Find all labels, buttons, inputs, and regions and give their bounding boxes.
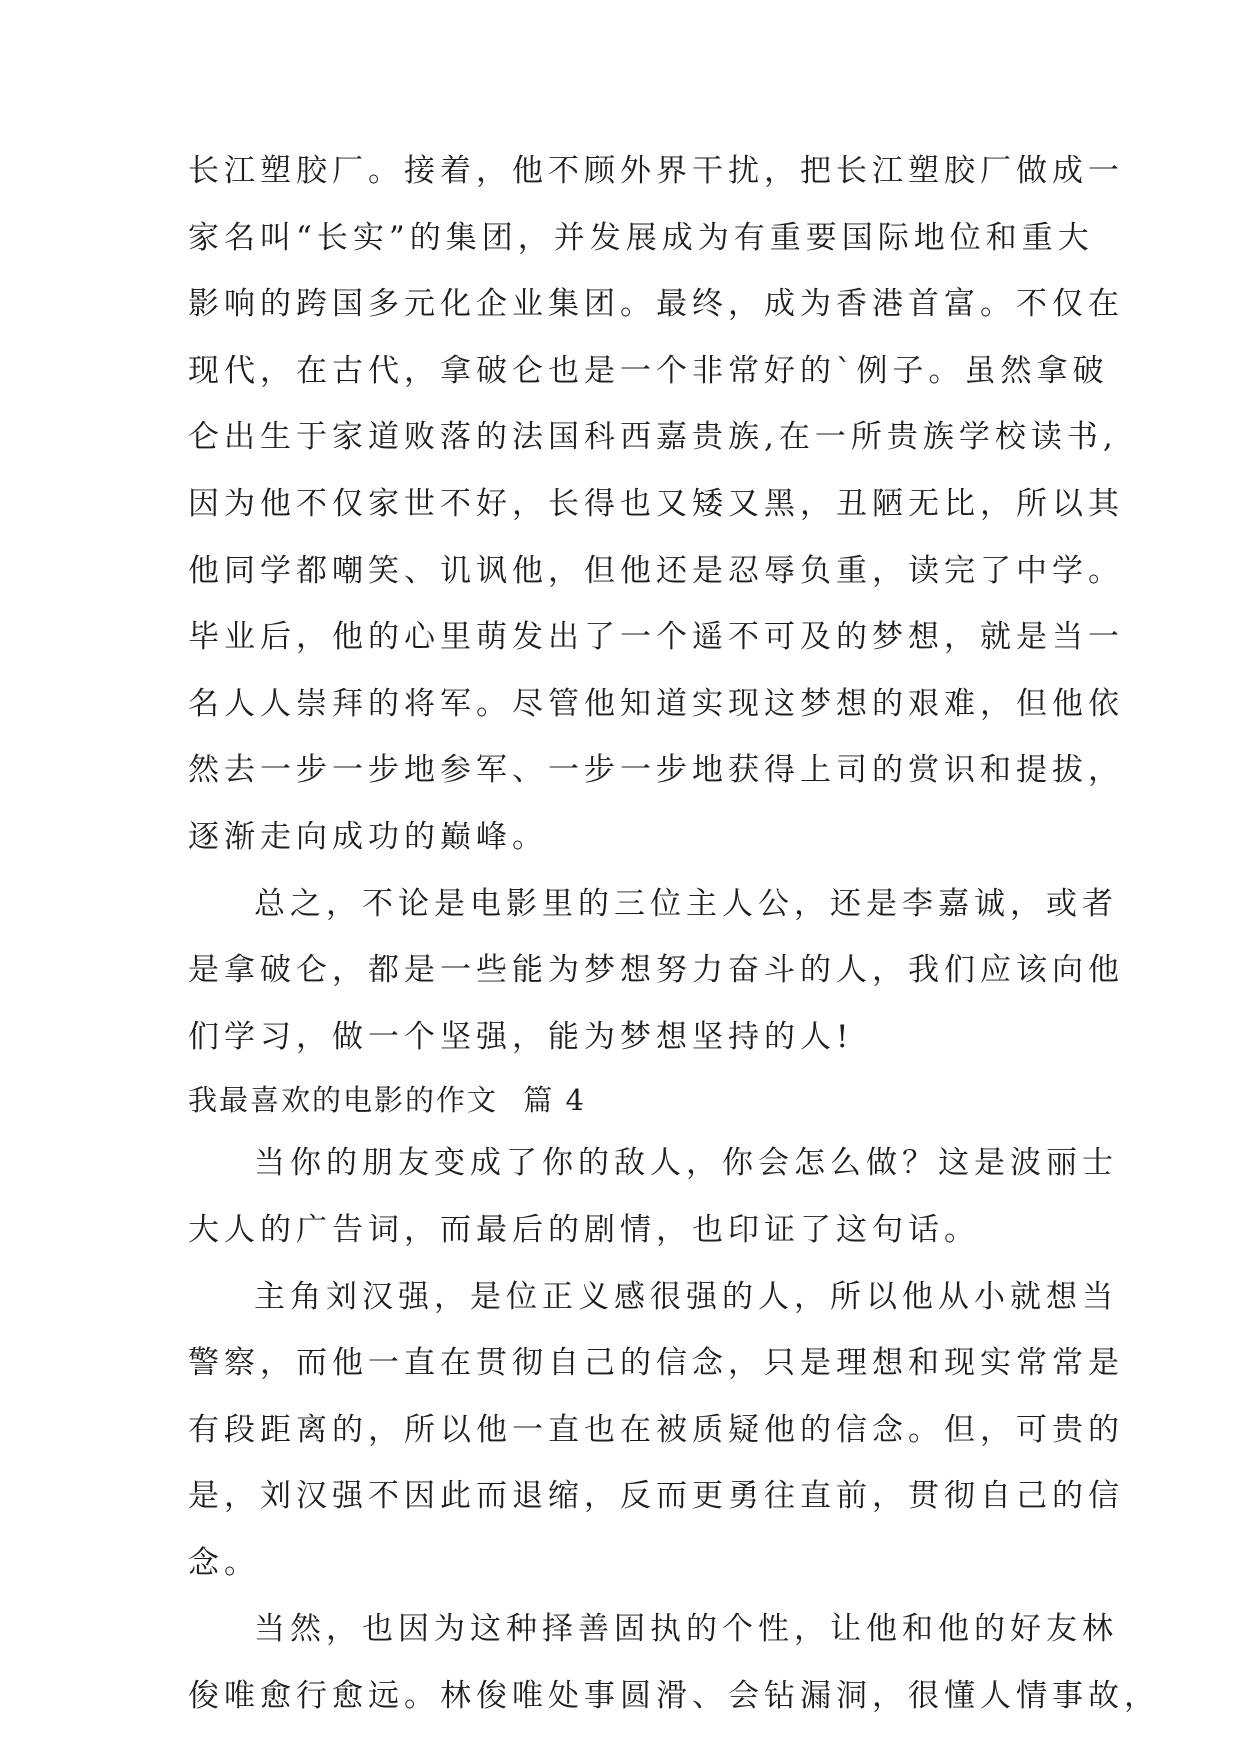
- heading-title: 我最喜欢的电影的作文: [188, 1083, 499, 1118]
- text-line: 俊唯愈行愈远。林俊唯处事圆滑、会钻漏洞，很懂人情事故，: [188, 1678, 1160, 1715]
- paragraph-continued: [188, 138, 1124, 871]
- heading-section-number: 篇 4: [523, 1083, 586, 1118]
- text-line: 现代，在古代，拿破仑也是一个非常好的`例子。虽然拿破: [188, 352, 1109, 389]
- text-line: 主角刘汉强，是位正义感很强的人，所以他从小就想当: [254, 1278, 1118, 1315]
- text-line: 然去一步一步地参军、一步一步地获得上司的赏识和提拔，: [188, 752, 1124, 789]
- text-line: 家名叫“长实”的集团，并发展成为有重要国际地位和重大: [188, 219, 1094, 256]
- text-line: 因为他不仅家世不好，长得也又矮又黑，丑陋无比，所以其: [188, 485, 1124, 522]
- paragraph-intro: [188, 1130, 1118, 1263]
- text-line: 当然，也因为这种择善固执的个性，让他和他的好友林: [254, 1611, 1118, 1648]
- text-line: 当你的朋友变成了你的敌人，你会怎么做？这是波丽士: [254, 1145, 1118, 1182]
- essay-body: [188, 138, 1160, 1730]
- text-line: 总之，不论是电影里的三位主人公，还是李嘉诚，或者: [254, 885, 1118, 922]
- text-line: 他同学都嘲笑、讥讽他，但他还是忍辱负重，读完了中学。: [188, 552, 1124, 589]
- paragraph-conclusion: [188, 871, 1124, 1071]
- text-line: 名人人崇拜的将军。尽管他知道实现这梦想的艰难，但他依: [188, 685, 1124, 722]
- text-line: 影响的跨国多元化企业集团。最终，成为香港首富。不仅在: [188, 286, 1124, 323]
- text-line: 警察，而他一直在贯彻自己的信念，只是理想和现实常常是: [188, 1345, 1124, 1382]
- text-line: 长江塑胶厂。接着，他不顾外界干扰，把长江塑胶厂做成一: [188, 153, 1124, 189]
- text-line: 是拿破仑，都是一些能为梦想努力奋斗的人，我们应该向他: [188, 952, 1124, 989]
- text-line: 毕业后，他的心里萌发出了一个遥不可及的梦想，就是当一: [188, 619, 1124, 656]
- text-line: 大人的广告词，而最后的剧情，也印证了这句话。: [188, 1211, 980, 1248]
- text-line: 逐渐走向成功的巅峰。: [188, 818, 548, 855]
- text-line: 有段距离的，所以他一直也在被质疑他的信念。但，可贵的: [188, 1411, 1124, 1448]
- paragraph-protagonist: [188, 1264, 1124, 1597]
- text-line: 仑出生于家道败落的法国科西嘉贵族,在一所贵族学校读书,: [188, 419, 1118, 456]
- section-heading: [188, 1070, 1068, 1130]
- paragraph-friend: [188, 1596, 1160, 1729]
- text-line: 是，刘汉强不因此而退缩，反而更勇往直前，贯彻自己的信: [188, 1478, 1124, 1515]
- text-line: 们学习，做一个坚强，能为梦想坚持的人!: [188, 1018, 854, 1055]
- text-line: 念。: [188, 1544, 260, 1581]
